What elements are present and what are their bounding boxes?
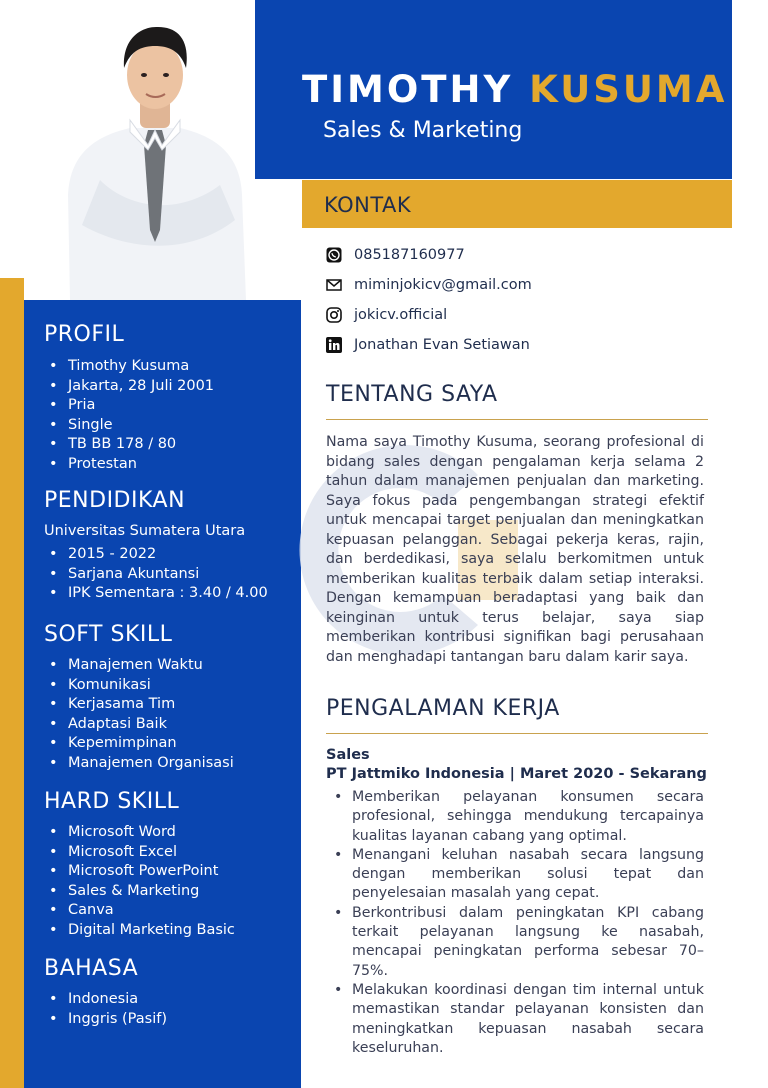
list-item: • Single — [44, 416, 214, 436]
list-item: • Pria — [44, 396, 214, 416]
whatsapp-icon — [326, 247, 342, 263]
education-title: PENDIDIKAN — [44, 488, 186, 513]
contact-phone-text: 085187160977 — [354, 247, 465, 263]
contact-email — [326, 274, 532, 296]
list-item: • Melakukan koordinasi dengan tim internal untuk memastikan standar pelayanan konsisten dan meningkatkan kepuasan nasabah secara keseluruhan. — [326, 981, 704, 1058]
profile-title: PROFIL — [44, 322, 125, 347]
list-item: • Sarjana Akuntansi — [44, 565, 268, 585]
list-item: • Berkontribusi dalam peningkatan KPI cabang terkait pelayanan langsung ke nasabah, mencapai peningkatan performa sebesar 70–75%. — [326, 904, 704, 981]
first-name: TIMOTHY — [302, 68, 514, 111]
job-company: PT Jattmiko Indonesia | Maret 2020 - Sekarang — [326, 766, 707, 782]
about-text: Nama saya Timothy Kusuma, seorang profesional di bidang sales dengan pengalaman kerja selama 2 tahun dalam manajemen penjualan dan marketing. Saya fokus pada pengembangan strategi efektif untuk mencapai target penjualan dan meningkatkan kepuasan pelanggan. Sebagai pekerja keras, rajin, dan berdedikasi, saya selalu berkomitmen untuk memberikan kualitas terbaik dalam setiap interaksi. Dengan kemampuan beradaptasi yang baik dan keinginan untuk terus belajar, saya siap memberikan kontribusi signifikan bagi perusahaan dan menghadapi tantangan baru dalam karir saya. — [326, 434, 704, 665]
education-list — [44, 545, 268, 604]
list-item: • Indonesia — [44, 990, 167, 1010]
email-icon — [326, 277, 342, 293]
contact-linkedin — [326, 334, 530, 356]
list-item: • Manajemen Organisasi — [44, 754, 234, 774]
contact-email-text: miminjokicv@gmail.com — [354, 277, 532, 293]
list-item: • TB BB 178 / 80 — [44, 435, 214, 455]
list-item: • Microsoft Excel — [44, 843, 235, 863]
job-role: Sales & Marketing — [323, 118, 523, 143]
gold-accent-strip — [0, 278, 24, 1088]
experience-title: PENGALAMAN KERJA — [326, 696, 560, 721]
hard-skill-title: HARD SKILL — [44, 789, 180, 814]
list-item: • Timothy Kusuma — [44, 357, 214, 377]
list-item: • 2015 - 2022 — [44, 545, 268, 565]
job-duties-list — [326, 788, 704, 1058]
hard-skill-list — [44, 823, 235, 940]
list-item: • Digital Marketing Basic — [44, 921, 235, 941]
experience-divider — [326, 733, 708, 734]
about-divider — [326, 419, 708, 420]
contact-phone — [326, 244, 465, 266]
list-item: • Sales & Marketing — [44, 882, 235, 902]
contact-title: KONTAK — [324, 193, 412, 217]
soft-skill-list — [44, 656, 234, 773]
contact-instagram — [326, 304, 447, 326]
soft-skill-title: SOFT SKILL — [44, 622, 173, 647]
list-item: • Menangani keluhan nasabah secara langsung dengan memberikan solusi tepat dan penyelesaian masalah yang cepat. — [326, 846, 704, 904]
instagram-icon — [326, 307, 342, 323]
list-item: • Kepemimpinan — [44, 734, 234, 754]
list-item: • Canva — [44, 901, 235, 921]
header-notch — [255, 179, 301, 299]
list-item: • Memberikan pelayanan konsumen secara profesional, sehingga mendukung tercapainya kualitas layanan cabang yang optimal. — [326, 788, 704, 846]
linkedin-icon — [326, 337, 342, 353]
last-name: KUSUMA — [529, 68, 728, 111]
list-item: • Microsoft Word — [44, 823, 235, 843]
language-title: BAHASA — [44, 956, 139, 981]
about-title: TENTANG SAYA — [326, 382, 498, 407]
list-item: • Adaptasi Baik — [44, 715, 234, 735]
profile-photo — [60, 20, 250, 300]
list-item: • Microsoft PowerPoint — [44, 862, 235, 882]
contact-instagram-text: jokicv.official — [354, 307, 448, 323]
list-item: • Jakarta, 28 Juli 2001 — [44, 377, 214, 397]
list-item: • Kerjasama Tim — [44, 695, 234, 715]
list-item: • Komunikasi — [44, 676, 234, 696]
candidate-name — [302, 68, 727, 111]
list-item: • Manajemen Waktu — [44, 656, 234, 676]
list-item: • Inggris (Pasif) — [44, 1010, 167, 1030]
education-school: Universitas Sumatera Utara — [44, 523, 246, 539]
contact-linkedin-text: Jonathan Evan Setiawan — [354, 337, 530, 353]
language-list — [44, 990, 167, 1029]
profile-list — [44, 357, 214, 474]
list-item: • IPK Sementara : 3.40 / 4.00 — [44, 584, 268, 604]
job-title: Sales — [326, 747, 370, 763]
list-item: • Protestan — [44, 455, 214, 475]
